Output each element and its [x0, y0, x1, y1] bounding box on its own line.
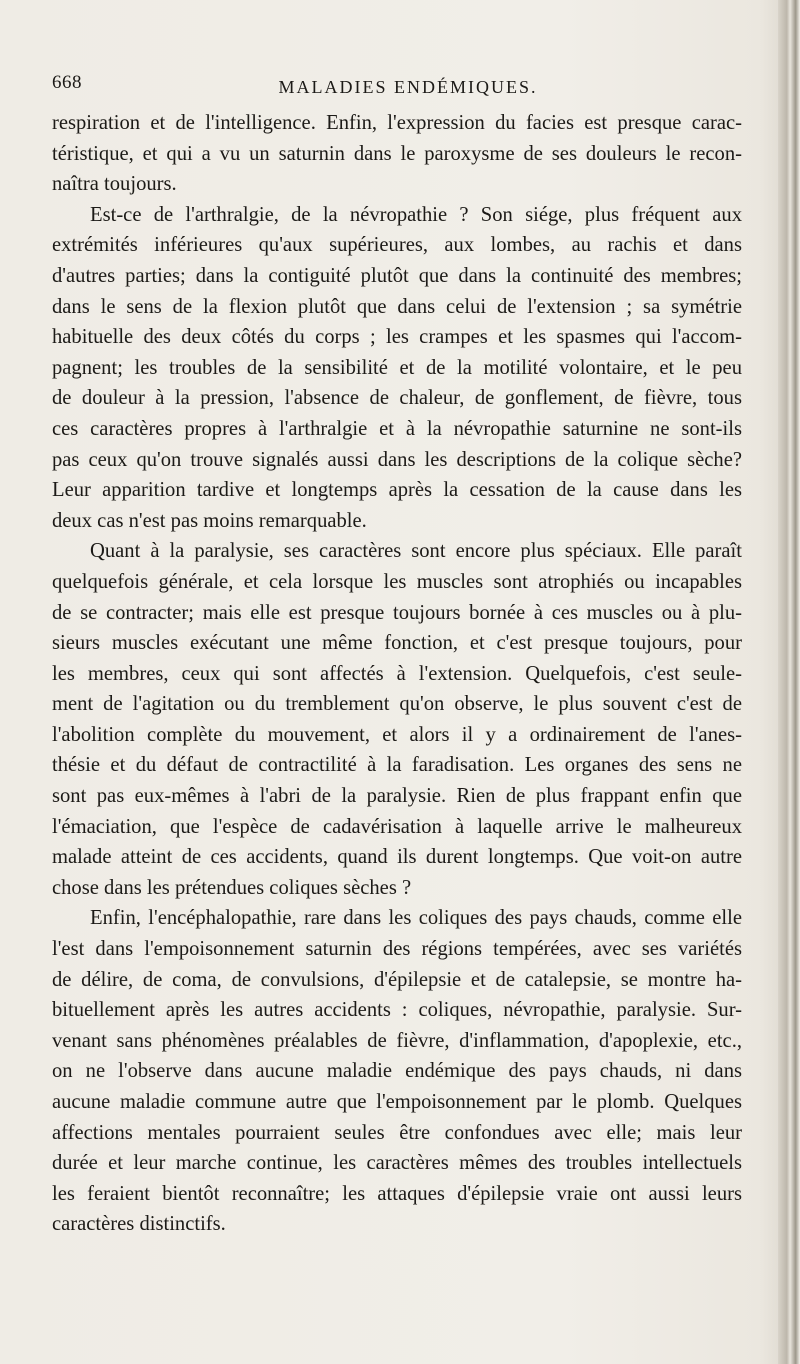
- text-line: thésie et du défaut de contractilité à la faradisation. Les organes des sens ne: [52, 754, 742, 777]
- text-line: malade atteint de ces accidents, quand ils durent longtemps. Que voit-on autre: [52, 846, 742, 869]
- text-line: chose dans les prétendues coliques sèches ?: [52, 876, 412, 899]
- running-title: MALADIES ENDÉMIQUES.: [278, 77, 538, 97]
- text-line: venant sans phénomènes préalables de fièvre, d'inflammation, d'apoplexie, etc.,: [52, 1029, 742, 1052]
- paragraph-start-line: Enfin, l'encéphalopathie, rare dans les coliques des pays chauds, comme elle: [90, 907, 742, 930]
- text-line: pas ceux qu'on trouve signalés aussi dans les descriptions de la colique sèche?: [52, 448, 742, 471]
- text-line: caractères distinctifs.: [52, 1213, 226, 1236]
- text-line: respiration et de l'intelligence. Enfin, l'expression du facies est presque carac-: [52, 112, 742, 134]
- text-line: extrémités inférieures qu'aux supérieures, aux lombes, au rachis et dans: [52, 234, 742, 257]
- text-line: pagnent; les troubles de la sensibilité et de la motilité volontaire, et le peu: [52, 356, 742, 379]
- text-line: ment de l'agitation ou du tremblement qu'on observe, le plus souvent c'est de: [52, 693, 742, 716]
- text-line: sieurs muscles exécutant une même fonction, et c'est presque toujours, pour: [52, 632, 742, 655]
- text-line: bituellement après les autres accidents : coliques, névropathie, paralysie. Sur-: [52, 999, 742, 1022]
- text-line: aucune maladie commune autre que l'empoisonnement par le plomb. Quelques: [52, 1091, 742, 1113]
- text-line: on ne l'observe dans aucune maladie endémique des pays chauds, ni dans: [52, 1060, 742, 1083]
- text-line: l'abolition complète du mouvement, et alors il y a ordinairement de l'anes-: [52, 723, 742, 746]
- text-line: téristique, et qui a vu un saturnin dans le paroxysme de ses douleurs le recon-: [52, 142, 742, 165]
- paragraph-start-line: Quant à la paralysie, ses caractères sont encore plus spéciaux. Elle paraît: [90, 540, 742, 563]
- text-line: quelquefois générale, et cela lorsque les muscles sont atrophiés ou incapables: [52, 570, 742, 593]
- running-head: [52, 74, 742, 104]
- text-line: affections mentales pourraient seules être confondues avec elle; mais leur: [52, 1121, 742, 1144]
- text-line: d'autres parties; dans la contiguité plutôt que dans la continuité des membres;: [52, 264, 742, 287]
- text-line: les feraient bientôt reconnaître; les attaques d'épilepsie vraie ont aussi leurs: [52, 1182, 742, 1205]
- text-line: l'émaciation, que l'espèce de cadavérisation à laquelle arrive le malheureux: [52, 815, 742, 838]
- text-line: l'est dans l'empoisonnement saturnin des régions tempérées, avec ses variétés: [52, 938, 742, 961]
- text-line: durée et leur marche continue, les caractères mêmes des troubles intellectuels: [52, 1152, 742, 1175]
- text-line: de douleur à la pression, l'absence de chaleur, de gonflement, de fièvre, tous: [52, 387, 742, 410]
- text-line: les membres, ceux qui sont affectés à l'extension. Quelquefois, c'est seule-: [52, 662, 742, 685]
- text-line: de délire, de coma, de convulsions, d'épilepsie et de catalepsie, se montre ha-: [52, 968, 742, 991]
- text-line: sont pas eux-mêmes à l'abri de la paralysie. Rien de plus frappant enfin que: [52, 785, 742, 808]
- text-line: de se contracter; mais elle est presque toujours bornée à ces muscles ou à plu-: [52, 601, 742, 624]
- text-line: habituelle des deux côtés du corps ; les crampes et les spasmes qui l'accom-: [52, 326, 742, 349]
- text-line: deux cas n'est pas moins remarquable.: [52, 509, 367, 532]
- page-number: 668: [52, 72, 82, 93]
- body-text: [52, 108, 742, 1240]
- text-line: dans le sens de la flexion plutôt que dans celui de l'extension ; sa symétrie: [52, 295, 742, 318]
- page-edge: [778, 0, 800, 1364]
- text-line: naîtra toujours.: [52, 173, 177, 196]
- text-line: ces caractères propres à l'arthralgie et à la névropathie saturnine ne sont-ils: [52, 417, 742, 440]
- paragraph-start-line: Est-ce de l'arthralgie, de la névropathie ? Son siége, plus fréquent aux: [90, 203, 742, 226]
- text-line: Leur apparition tardive et longtemps après la cessation de la cause dans les: [52, 479, 742, 502]
